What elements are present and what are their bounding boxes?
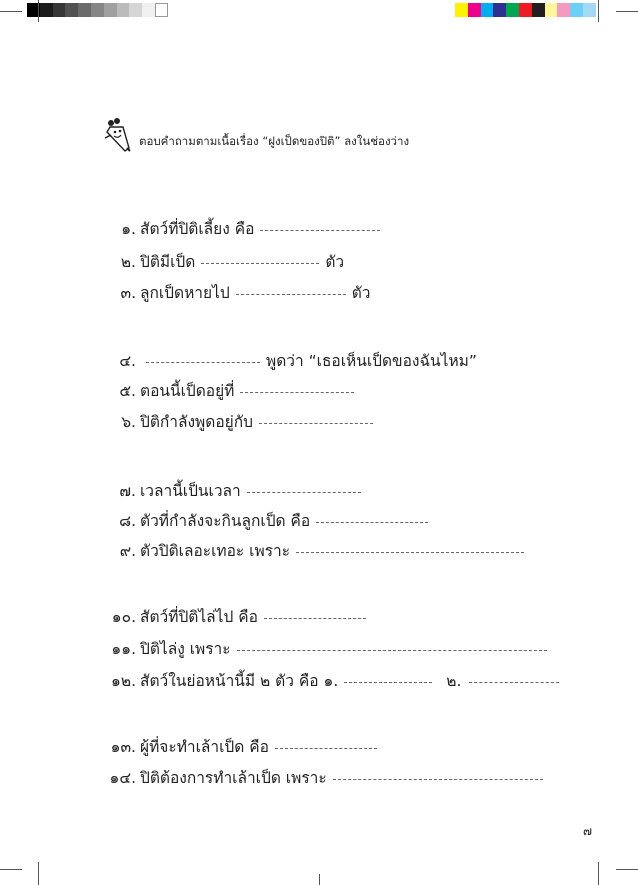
color-swatch	[557, 3, 570, 17]
question-number: ๑.	[121, 220, 136, 238]
question-text: ปิติกำลังพูดอยู่กับ	[140, 413, 253, 431]
question-text: ลูกเป็ดหายไป	[140, 284, 230, 302]
crop-mark-bottom-left	[0, 869, 22, 870]
question-3	[100, 280, 371, 305]
question-2	[100, 249, 344, 274]
question-text: สัตว์ที่ปิติเลี้ยง คือ	[140, 220, 255, 238]
gray-swatch	[117, 3, 130, 17]
answer-blank[interactable]	[236, 293, 346, 295]
gray-swatch	[65, 3, 78, 17]
question-suffix: ตัว	[351, 284, 371, 302]
question-number: ๒.	[120, 253, 136, 271]
pencil-mascot-icon	[103, 118, 135, 152]
question-text: ตอนนี้เป็ดอยู่ที่	[140, 382, 235, 400]
question-number: ๑๒.	[111, 672, 136, 690]
question-4	[100, 348, 477, 373]
question-number: ๑๓.	[110, 738, 136, 756]
question-text: เวลานี้เป็นเวลา	[140, 482, 241, 500]
question-8	[100, 508, 428, 533]
page-number: ๗	[583, 824, 593, 838]
crop-mark-top-left-v	[38, 0, 39, 22]
color-swatch	[519, 3, 532, 17]
question-number: ๑๐.	[111, 608, 136, 626]
answer-blank[interactable]	[316, 521, 428, 523]
crop-mark-top-right	[616, 11, 638, 12]
question-mid-label: ๒.	[446, 672, 462, 690]
question-13	[100, 734, 377, 759]
question-number: ๑๑.	[111, 640, 136, 658]
answer-blank[interactable]	[275, 747, 377, 749]
question-text: สัตว์ในย่อหน้านี้มี ๒ ตัว คือ ๑.	[140, 672, 339, 690]
answer-blank[interactable]	[333, 778, 543, 780]
gray-swatch	[40, 3, 53, 17]
question-suffix: ตัว	[325, 253, 345, 271]
question-text: ตัวปิติเลอะเทอะ เพราะ	[140, 542, 291, 560]
question-10	[100, 604, 366, 629]
instruction	[103, 118, 409, 152]
question-11	[100, 636, 547, 661]
crop-mark-center-bottom	[319, 874, 320, 885]
answer-blank[interactable]	[240, 391, 354, 393]
question-number: ๓.	[120, 284, 136, 302]
answer-blank[interactable]	[237, 649, 547, 651]
color-swatch	[583, 3, 596, 17]
crop-mark-top-right-v	[598, 0, 599, 22]
question-text: ผู้ที่จะทำเล้าเป็ด คือ	[140, 738, 269, 756]
question-number: ๘.	[119, 512, 136, 530]
gray-swatch	[78, 3, 91, 17]
crop-mark-bottom-right	[616, 869, 638, 870]
question-number: ๙.	[119, 542, 136, 560]
color-swatch	[468, 3, 481, 17]
gray-swatch	[155, 3, 168, 17]
color-swatch	[481, 3, 494, 17]
question-text: สัตว์ที่ปิติไล่ไป คือ	[140, 608, 258, 626]
answer-blank[interactable]	[264, 617, 366, 619]
question-1	[100, 216, 380, 241]
question-text: ปิติมีเป็ด	[140, 253, 196, 271]
color-swatch	[493, 3, 506, 17]
question-suffix: พูดว่า “เธอเห็นเป็ดของฉันไหม”	[266, 352, 477, 370]
answer-blank[interactable]	[259, 422, 373, 424]
answer-blank[interactable]	[146, 361, 260, 363]
question-text: ตัวที่กำลังจะกินลูกเป็ด คือ	[140, 512, 311, 530]
answer-blank[interactable]	[296, 551, 524, 553]
crop-mark-bottom-right-v	[598, 862, 599, 885]
crop-mark-top-left	[0, 11, 22, 12]
question-number: ๔.	[119, 352, 136, 370]
color-calibration-bar	[455, 3, 596, 17]
color-swatch	[532, 3, 545, 17]
gray-calibration-bar	[27, 3, 168, 17]
question-7	[100, 478, 361, 503]
gray-swatch	[91, 3, 104, 17]
question-text: ปิติต้องการทำเล้าเป็ด เพราะ	[140, 769, 327, 787]
question-9	[100, 538, 524, 563]
answer-blank[interactable]	[247, 491, 361, 493]
color-swatch	[506, 3, 519, 17]
question-number: ๕.	[119, 382, 136, 400]
question-number: ๖.	[121, 413, 136, 431]
answer-blank[interactable]	[260, 229, 380, 231]
color-swatch	[570, 3, 583, 17]
gray-swatch	[104, 3, 117, 17]
crop-mark-bottom-left-v	[38, 862, 39, 885]
question-12	[100, 668, 559, 693]
question-number: ๗.	[119, 482, 136, 500]
gray-swatch	[142, 3, 155, 17]
answer-blank[interactable]	[344, 681, 432, 683]
color-swatch	[455, 3, 468, 17]
question-text: ปิติไล่งู เพราะ	[140, 640, 231, 658]
gray-swatch	[53, 3, 66, 17]
instruction-text: ตอบคำถามตามเนื้อเรื่อง “ฝูงเป็ดของปิติ” ลงในช่องว่าง	[139, 134, 410, 148]
color-swatch	[545, 3, 558, 17]
question-5	[100, 378, 354, 403]
question-14	[100, 765, 543, 790]
answer-blank[interactable]	[201, 262, 319, 264]
gray-swatch	[129, 3, 142, 17]
question-6	[100, 409, 373, 434]
answer-blank[interactable]	[469, 681, 559, 683]
question-number: ๑๔.	[109, 769, 136, 787]
